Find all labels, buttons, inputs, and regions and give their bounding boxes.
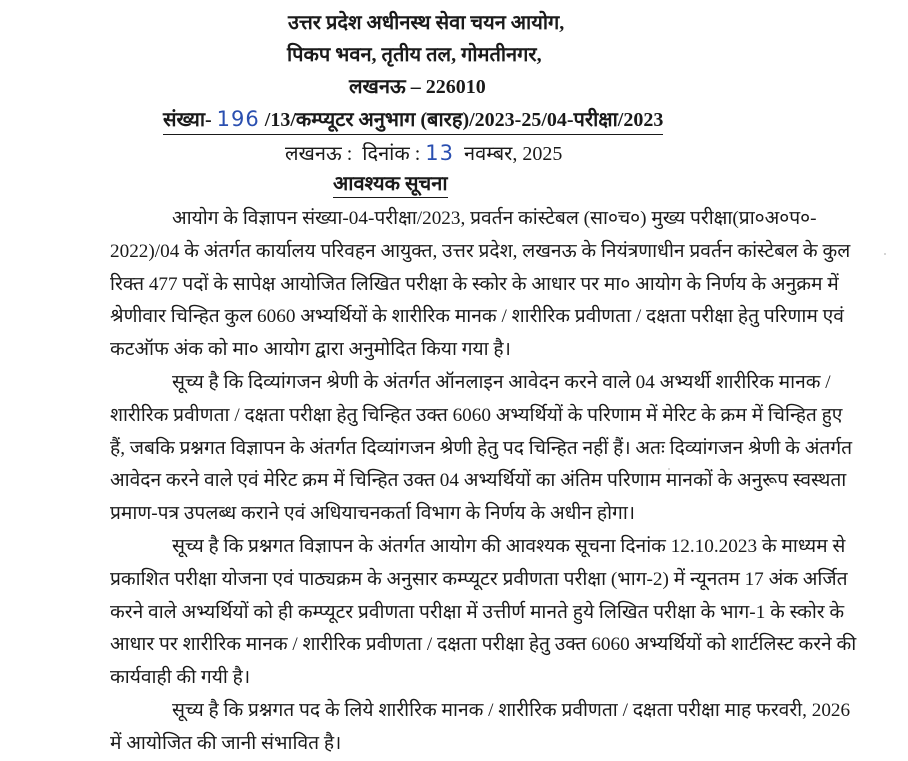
scan-speck <box>668 468 670 470</box>
dateline <box>285 140 562 167</box>
reference-number <box>163 106 663 135</box>
paragraph-line: सूच्य है कि प्रश्नगत पद के लिये शारीरिक मानक / शारीरिक प्रवीणता / दक्षता परीक्षा माह फरवरी, 2026 <box>172 699 851 721</box>
paragraph-line: श्रेणीवार चिन्हित कुल 6060 अभ्यर्थियों के शारीरिक मानक / शारीरिक प्रवीणता / दक्षता परीक्षा हेतु परिणाम एवं <box>110 306 844 328</box>
paragraph-line: कटऑफ अंक को मा० आयोग द्वारा अनुमोदित किया गया है। <box>110 339 511 361</box>
paragraph-line: करने वाले अभ्यर्थियों को ही कम्प्यूटर प्रवीणता परीक्षा में उत्तीर्ण मानते हुये लिखित परीक्षा के भाग-1 के स्कोर के <box>110 601 845 623</box>
paragraph-line: में आयोजित की जानी संभावित है। <box>110 732 342 754</box>
dateline-suffix: नवम्बर, 2025 <box>454 143 563 165</box>
paragraph-line: सूच्य है कि प्रश्नगत विज्ञापन के अंतर्गत आयोग की आवश्यक सूचना दिनांक 12.10.2023 के माध्यम से <box>172 535 846 557</box>
dateline-prefix: लखनऊ : दिनांक : <box>285 143 426 165</box>
paragraph-line: हैं, जबकि प्रश्नगत विज्ञापन के अंतर्गत दिव्यांगजन श्रेणी हेतु पद चिन्हित नहीं हैं। अतः दिव्यांगजन श्रेणी के अंतर्गत <box>110 437 853 459</box>
paragraph-line: 2022)/04 के अंतर्गत कार्यालय परिवहन आयुक्त, उत्तर प्रदेश, लखनऊ के नियंत्रणाधीन प्रवर्तन कांस्टेबल के कुल <box>110 240 851 262</box>
header-address: पिकप भवन, तृतीय तल, गोमतीनगर, <box>287 44 542 66</box>
paragraph-2 <box>48 367 853 531</box>
notice-title: आवश्यक सूचना <box>333 171 448 198</box>
header-org-name: उत्तर प्रदेश अधीनस्थ सेवा चयन आयोग, <box>288 12 565 34</box>
reference-prefix: संख्या- <box>163 109 217 131</box>
paragraph-4 <box>48 695 851 761</box>
paragraph-line: प्रमाण-पत्र उपलब्ध कराने एवं अधियाचनकर्ता विभाग के निर्णय के अधीन होगा। <box>110 503 636 525</box>
paragraph-1 <box>48 203 851 367</box>
scan-speck <box>884 253 886 255</box>
paragraph-line: प्रकाशित परीक्षा योजना एवं पाठ्यक्रम के अनुसार कम्प्यूटर प्रवीणता परीक्षा (भाग-2) में न्यूनतम 17 अंक अर्जित <box>110 568 848 590</box>
paragraph-line: आवेदन करने वाले एवं मेरिट क्रम में चिन्हित उक्त 04 अभ्यर्थियों का अंतिम परिणाम मानकों के अनुरूप स्वस्थता <box>110 470 847 492</box>
dateline-handwritten-day: 13 <box>425 141 455 165</box>
notice-body <box>48 203 857 761</box>
reference-handwritten-number: 196 <box>216 107 260 131</box>
paragraph-line: आधार पर शारीरिक मानक / शारीरिक प्रवीणता / दक्षता परीक्षा हेतु उक्त 6060 अभ्यर्थियों को शार्टलिस्ट करने की <box>110 634 857 656</box>
paragraph-line: रिक्त 477 पदों के सापेक्ष आयोजित लिखित परीक्षा के स्कोर के आधार पर मा० आयोग के निर्णय के अनुक्रम में <box>110 273 839 295</box>
paragraph-line: कार्यवाही की गयी है। <box>110 667 251 689</box>
reference-suffix: /13/कम्प्यूटर अनुभाग (बारह)/2023-25/04-परीक्षा/2023 <box>259 109 664 131</box>
header-city-pincode: लखनऊ – 226010 <box>349 76 486 98</box>
paragraph-3 <box>48 531 857 695</box>
paragraph-line: शारीरिक प्रवीणता / दक्षता परीक्षा हेतु चिन्हित उक्त 6060 अभ्यर्थियों के परिणाम में मेरिट के क्रम में चिन्हित हुए <box>110 404 843 426</box>
paragraph-line: आयोग के विज्ञापन संख्या-04-परीक्षा/2023, प्रवर्तन कांस्टेबल (सा०च०) मुख्य परीक्षा(प्रा०अ०प०- <box>172 208 817 229</box>
paragraph-line: सूच्य है कि दिव्यांगजन श्रेणी के अंतर्गत ऑनलाइन आवेदन करने वाले 04 अभ्यर्थी शारीरिक मानक / <box>172 371 831 393</box>
